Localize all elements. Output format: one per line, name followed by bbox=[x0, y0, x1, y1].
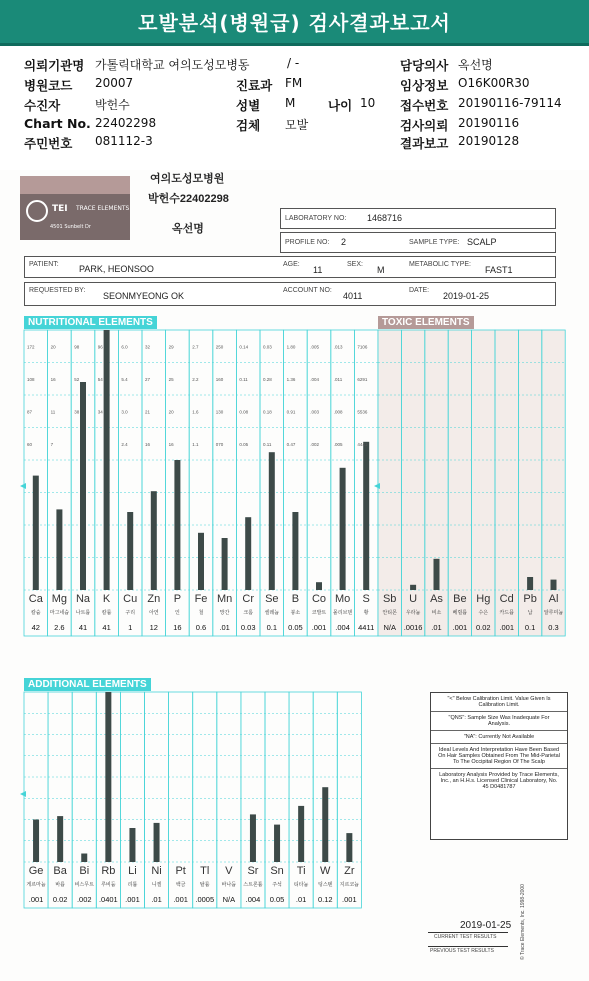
scale-tick: 27 bbox=[145, 376, 151, 382]
element-korean-name: 인 bbox=[174, 610, 180, 616]
hospital-code-label: 병원코드 bbox=[24, 78, 73, 93]
scale-tick: 38 bbox=[74, 409, 80, 415]
element-korean-name: 아연 bbox=[148, 610, 159, 616]
element-symbol: Sn bbox=[270, 865, 284, 877]
element-korean-name: 카드뮴 bbox=[499, 610, 514, 616]
element-korean-name: 칼슘 bbox=[30, 610, 41, 616]
element-value: 12 bbox=[149, 623, 158, 632]
scale-tick: .003 bbox=[310, 409, 319, 415]
scale-tick: 32 bbox=[145, 344, 151, 350]
element-symbol: Al bbox=[548, 593, 559, 605]
toxic-header: TOXIC ELEMENTS bbox=[378, 316, 474, 329]
element-korean-name: 몰리브덴 bbox=[332, 610, 353, 616]
logo-text: TRACE ELEMENTS bbox=[76, 205, 130, 212]
scale-tick: 20 bbox=[168, 409, 174, 415]
scale-tick: 3.0 bbox=[121, 409, 128, 415]
top-patient: 박헌수22402298 bbox=[148, 193, 229, 205]
scale-tick: 130 bbox=[215, 409, 224, 415]
profile-box: PROFILE NO: 2 SAMPLE TYPE: SCALP bbox=[280, 232, 556, 253]
bar bbox=[250, 814, 256, 862]
element-symbol: Zr bbox=[344, 865, 355, 877]
patient-value: 박헌수 bbox=[95, 98, 130, 112]
scale-tick: 070 bbox=[215, 441, 224, 447]
element-korean-name: 비소 bbox=[431, 610, 442, 616]
element-symbol: Na bbox=[75, 593, 91, 605]
additional-header: ADDITIONAL ELEMENTS bbox=[24, 678, 151, 691]
report-label: 결과보고 bbox=[400, 136, 449, 151]
lab-number-box: LABORATORY NO: 1468716 bbox=[280, 208, 556, 229]
element-korean-name: 비스무트 bbox=[74, 882, 94, 888]
scale-tick: .004 bbox=[310, 376, 319, 382]
element-symbol: Ni bbox=[151, 865, 162, 877]
scale-tick: 16 bbox=[50, 376, 56, 382]
bar bbox=[154, 823, 160, 862]
scale-tick: 2.2 bbox=[192, 376, 199, 382]
sex-label: 성별 bbox=[236, 98, 261, 113]
element-korean-name: 티타늄 bbox=[293, 882, 309, 888]
element-value: .001 bbox=[311, 623, 327, 632]
element-value: 2.6 bbox=[54, 623, 65, 632]
element-korean-name: 주석 bbox=[272, 882, 282, 888]
element-value: .001 bbox=[342, 895, 357, 904]
scale-tick: 54 bbox=[97, 376, 103, 382]
scale-tick: 5536 bbox=[357, 409, 368, 415]
bar bbox=[340, 468, 346, 590]
element-symbol: Be bbox=[453, 593, 467, 605]
bar bbox=[198, 533, 204, 590]
scale-tick: 96 bbox=[97, 344, 103, 350]
element-value: 0.05 bbox=[269, 895, 285, 904]
element-value: .01 bbox=[295, 895, 307, 904]
bar bbox=[269, 452, 275, 590]
scale-tick: 0.11 bbox=[263, 441, 272, 447]
scale-tick: 1.36 bbox=[286, 376, 296, 382]
clinical-value: O16K00R30 bbox=[458, 76, 530, 90]
element-value: .01 bbox=[219, 623, 230, 632]
elements-charts bbox=[0, 170, 589, 981]
footer-current: CURRENT TEST RESULTS bbox=[434, 934, 497, 940]
bar bbox=[129, 828, 135, 862]
element-korean-name: 구리 bbox=[125, 610, 136, 616]
dept-value: FM bbox=[285, 76, 303, 90]
element-value: 42 bbox=[31, 623, 40, 632]
element-korean-name: 마그네슘 bbox=[49, 610, 70, 616]
bar bbox=[56, 509, 62, 590]
scale-tick: 20 bbox=[50, 344, 56, 350]
element-symbol: Ti bbox=[296, 865, 306, 877]
element-korean-name: 황 bbox=[363, 610, 369, 616]
specimen-value: 모발 bbox=[285, 118, 309, 132]
element-symbol: Cu bbox=[123, 593, 138, 605]
element-symbol: Li bbox=[128, 865, 137, 877]
receipt-label: 접수번호 bbox=[400, 98, 449, 113]
scale-tick: 0.28 bbox=[263, 376, 272, 382]
element-symbol: B bbox=[291, 593, 300, 605]
age-value: 10 bbox=[360, 96, 376, 110]
scale-tick: 4441 bbox=[357, 441, 368, 447]
element-korean-name: 바륨 bbox=[55, 882, 65, 888]
bar bbox=[33, 820, 39, 863]
element-symbol: Tl bbox=[200, 865, 210, 877]
element-korean-name: 수은 bbox=[478, 610, 489, 616]
element-korean-name: 붕소 bbox=[290, 610, 301, 616]
element-value: 0.03 bbox=[240, 623, 256, 632]
age-label: 나이 bbox=[328, 98, 353, 113]
scale-tick: 98 bbox=[74, 344, 80, 350]
request-label: 검사의뢰 bbox=[400, 118, 449, 133]
element-symbol: Mn bbox=[216, 593, 233, 605]
element-value: .001 bbox=[28, 895, 44, 904]
element-korean-name: 코발트 bbox=[311, 610, 327, 616]
doctor-label: 담당의사 bbox=[400, 58, 449, 73]
scale-tick: 5.4 bbox=[121, 376, 128, 382]
element-value: 41 bbox=[102, 623, 111, 632]
element-value: 1 bbox=[128, 623, 133, 632]
scale-tick: 172 bbox=[27, 344, 35, 350]
bar bbox=[104, 330, 110, 590]
scale-tick: 1.80 bbox=[286, 344, 296, 350]
bar bbox=[322, 787, 328, 862]
element-symbol: Co bbox=[311, 593, 327, 605]
legend-item: "<" Below Calibration Limit. Value Given Is Calibration Limit. bbox=[431, 693, 567, 712]
scanned-report bbox=[0, 170, 589, 981]
scale-tick: 7106 bbox=[357, 344, 368, 350]
element-value: 0.1 bbox=[524, 623, 536, 632]
scale-tick: 1.6 bbox=[192, 409, 199, 415]
institution-value: 가톨릭대학교 여의도성모병동 bbox=[95, 58, 250, 72]
footer-date: 2019-01-25 bbox=[460, 920, 512, 931]
bar bbox=[316, 582, 322, 590]
bar bbox=[410, 585, 416, 590]
chart-value: 22402298 bbox=[95, 116, 157, 130]
element-value: .001 bbox=[499, 623, 515, 632]
element-value: .004 bbox=[335, 623, 350, 632]
element-value: .01 bbox=[431, 623, 442, 632]
element-value: .01 bbox=[151, 895, 162, 904]
scale-tick: 1.1 bbox=[192, 441, 199, 447]
element-symbol: Cr bbox=[242, 593, 255, 605]
bar bbox=[127, 512, 133, 590]
element-symbol: Ge bbox=[28, 865, 44, 877]
element-symbol: V bbox=[225, 865, 233, 877]
element-korean-name: 셀레늄 bbox=[264, 610, 280, 616]
element-value: 0.6 bbox=[195, 623, 207, 632]
resident-value: 081112-3 bbox=[95, 134, 153, 148]
top-hospital: 여의도성모병원 bbox=[150, 173, 225, 185]
nutritional-header: NUTRITIONAL ELEMENTS bbox=[24, 316, 157, 329]
element-korean-name: 철 bbox=[198, 610, 204, 616]
doctor-value: 옥선명 bbox=[458, 58, 493, 72]
element-korean-name: 텅스텐 bbox=[318, 882, 333, 888]
scale-tick: .005 bbox=[310, 344, 319, 350]
legend-item: Laboratory Analysis Provided by Trace Elements, Inc., an H.H.s. Licensed Clinical Laboratory, No. 45 D0481787 bbox=[439, 772, 559, 790]
scale-tick: 60 bbox=[27, 441, 33, 447]
scale-tick: 0.47 bbox=[286, 441, 296, 447]
request-value: 20190116 bbox=[458, 116, 520, 130]
patient-label: 수진자 bbox=[24, 98, 61, 113]
element-symbol: U bbox=[409, 593, 418, 605]
element-symbol: Bi bbox=[79, 865, 90, 877]
element-value: .002 bbox=[76, 895, 92, 904]
element-symbol: Rb bbox=[101, 865, 116, 877]
scale-tick: 11 bbox=[50, 409, 56, 415]
scale-tick: 7 bbox=[50, 441, 54, 447]
element-value: 0.1 bbox=[266, 623, 278, 632]
scale-tick: 25 bbox=[168, 376, 174, 382]
patient-box: PATIENT: PARK, HEONSOO AGE: 11 SEX: M METABOLIC TYPE: FAST1 bbox=[24, 256, 556, 278]
element-symbol: W bbox=[320, 865, 331, 877]
top-doctor: 옥선명 bbox=[172, 223, 204, 235]
sex-value: M bbox=[285, 96, 296, 110]
element-value: .001 bbox=[452, 623, 468, 632]
element-korean-name: 니켈 bbox=[151, 882, 162, 888]
element-korean-name: 나트륨 bbox=[75, 610, 91, 616]
element-value: 4411 bbox=[358, 623, 375, 632]
scale-tick: .005 bbox=[333, 441, 343, 447]
bar bbox=[174, 460, 180, 590]
legend-item: Ideal Levels And Interpretation Have Been Based On Hair Samples Obtained From The Mid-Parietal To The Occipital Region Of The Scalp bbox=[431, 744, 567, 769]
element-korean-name: 지르코늄 bbox=[339, 882, 360, 888]
element-korean-name: 납 bbox=[527, 610, 533, 616]
footer-previous: PREVIOUS TEST RESULTS bbox=[430, 948, 494, 954]
scale-tick: 0.05 bbox=[239, 441, 249, 447]
scale-tick: 29 bbox=[168, 344, 174, 350]
logo-tei: TEI bbox=[52, 204, 68, 214]
element-value: .004 bbox=[245, 895, 261, 904]
level-marker bbox=[374, 483, 380, 489]
element-symbol: S bbox=[362, 593, 370, 605]
requested-box: REQUESTED BY: SEONMYEONG OK ACCOUNT NO: 4011 DATE: 2019-01-25 bbox=[24, 282, 556, 306]
copyright: © Trace Elements, Inc. 1998-2000 bbox=[520, 884, 526, 960]
bar bbox=[298, 806, 304, 862]
element-symbol: Zn bbox=[147, 593, 161, 605]
clinical-label: 임상정보 bbox=[400, 78, 449, 93]
element-symbol: As bbox=[430, 593, 443, 605]
element-korean-name: 크롬 bbox=[243, 610, 254, 616]
scale-tick: 108 bbox=[27, 376, 35, 382]
element-symbol: Cd bbox=[499, 593, 514, 605]
scale-tick: .011 bbox=[333, 376, 343, 382]
resident-label: 주민번호 bbox=[24, 136, 73, 151]
element-korean-name: 루비듐 bbox=[101, 882, 116, 888]
institution-label: 의뢰기관명 bbox=[24, 58, 85, 73]
scale-tick: 87 bbox=[27, 409, 33, 415]
bar bbox=[33, 476, 39, 590]
bar bbox=[527, 577, 533, 590]
scale-tick: 6.0 bbox=[121, 344, 128, 350]
element-value: 41 bbox=[78, 623, 88, 632]
bar bbox=[434, 559, 440, 590]
element-korean-name: 게르마늄 bbox=[26, 882, 46, 888]
specimen-label: 검체 bbox=[236, 118, 261, 133]
element-korean-name: 알루미늄 bbox=[543, 610, 564, 616]
element-symbol: P bbox=[173, 593, 182, 605]
element-symbol: Se bbox=[265, 593, 279, 605]
element-korean-name: 우라늄 bbox=[405, 610, 421, 616]
bar bbox=[81, 854, 87, 863]
hospital-code-value: 20007 bbox=[95, 76, 134, 90]
logo-address: 4501 Sunbelt Dr bbox=[50, 224, 91, 230]
scale-tick: 160 bbox=[215, 376, 224, 382]
scale-tick: 2.4 bbox=[121, 441, 128, 447]
legend-item: "NA": Currently Not Available bbox=[431, 731, 567, 744]
level-marker bbox=[20, 483, 26, 489]
element-korean-name: 리튬 bbox=[127, 882, 138, 888]
element-korean-name: 베릴륨 bbox=[452, 610, 468, 616]
element-value: .001 bbox=[125, 895, 140, 904]
scale-tick: .002 bbox=[310, 441, 319, 447]
scale-tick: 16 bbox=[168, 441, 174, 447]
element-value: .0401 bbox=[98, 895, 118, 904]
element-symbol: Pb bbox=[523, 593, 537, 605]
element-value: .0016 bbox=[403, 623, 423, 632]
bar bbox=[274, 825, 280, 862]
element-symbol: Ba bbox=[53, 865, 67, 877]
element-value: .001 bbox=[173, 895, 188, 904]
element-value: 16 bbox=[173, 623, 182, 632]
element-symbol: Mg bbox=[51, 593, 68, 605]
scale-tick: 6291 bbox=[357, 376, 368, 382]
scale-tick: 34 bbox=[97, 409, 103, 415]
scale-tick: 0.11 bbox=[239, 376, 248, 382]
scale-tick: 0.03 bbox=[263, 344, 272, 350]
scale-tick: .013 bbox=[333, 344, 343, 350]
dept-label: 진료과 bbox=[236, 78, 273, 93]
scale-tick: 0.08 bbox=[239, 409, 249, 415]
element-korean-name: 안티몬 bbox=[382, 610, 397, 616]
element-symbol: Fe bbox=[194, 593, 208, 605]
institution-extra: / - bbox=[287, 56, 300, 70]
bar bbox=[222, 538, 228, 590]
scale-tick: 52 bbox=[74, 376, 80, 382]
bar bbox=[245, 517, 251, 590]
bar bbox=[151, 491, 157, 590]
element-value: 0.05 bbox=[288, 623, 303, 632]
bar bbox=[80, 382, 86, 590]
bar bbox=[57, 816, 63, 862]
scale-tick: 0.18 bbox=[263, 409, 272, 415]
bar bbox=[363, 442, 369, 590]
chart-label: Chart No. bbox=[24, 116, 91, 131]
scale-tick: 2.7 bbox=[192, 344, 199, 350]
element-value: 0.02 bbox=[52, 895, 68, 904]
scale-tick: .008 bbox=[333, 409, 343, 415]
element-symbol: Hg bbox=[476, 593, 491, 605]
element-symbol: Pt bbox=[175, 865, 186, 877]
element-value: N/A bbox=[222, 895, 236, 904]
element-symbol: K bbox=[102, 593, 111, 605]
legend-box bbox=[430, 692, 568, 840]
bar bbox=[346, 833, 352, 862]
receipt-value: 20190116-79114 bbox=[458, 96, 562, 110]
bar bbox=[105, 692, 111, 862]
element-korean-name: 스트론튬 bbox=[243, 882, 263, 888]
element-korean-name: 백금 bbox=[175, 882, 186, 888]
element-symbol: Sr bbox=[247, 865, 259, 877]
report-value: 20190128 bbox=[458, 134, 520, 148]
element-korean-name: 바나듐 bbox=[221, 882, 237, 888]
bar bbox=[292, 512, 298, 590]
bar bbox=[551, 580, 557, 590]
element-value: 0.02 bbox=[475, 623, 491, 632]
scale-tick: 0.14 bbox=[239, 344, 249, 350]
element-symbol: Sb bbox=[382, 593, 397, 605]
scale-tick: 21 bbox=[145, 409, 151, 415]
element-symbol: Ca bbox=[28, 593, 43, 605]
element-korean-name: 망간 bbox=[219, 610, 230, 616]
element-korean-name: 탈륨 bbox=[199, 882, 210, 888]
element-value: N/A bbox=[383, 623, 396, 632]
level-marker bbox=[20, 791, 26, 797]
legend-item: "QNS": Sample Size Was Inadequate For Analysis. bbox=[431, 712, 567, 731]
element-value: 0.12 bbox=[317, 895, 333, 904]
element-value: .0005 bbox=[195, 895, 215, 904]
element-symbol: Mo bbox=[334, 593, 351, 605]
scale-tick: 16 bbox=[145, 441, 151, 447]
scale-tick: 0.91 bbox=[286, 409, 296, 415]
report-title: 모발분석(병원급) 검사결과보고서 bbox=[0, 0, 589, 46]
scale-tick: 250 bbox=[215, 344, 224, 350]
element-korean-name: 칼륨 bbox=[101, 610, 112, 616]
element-value: 0.3 bbox=[548, 623, 559, 632]
